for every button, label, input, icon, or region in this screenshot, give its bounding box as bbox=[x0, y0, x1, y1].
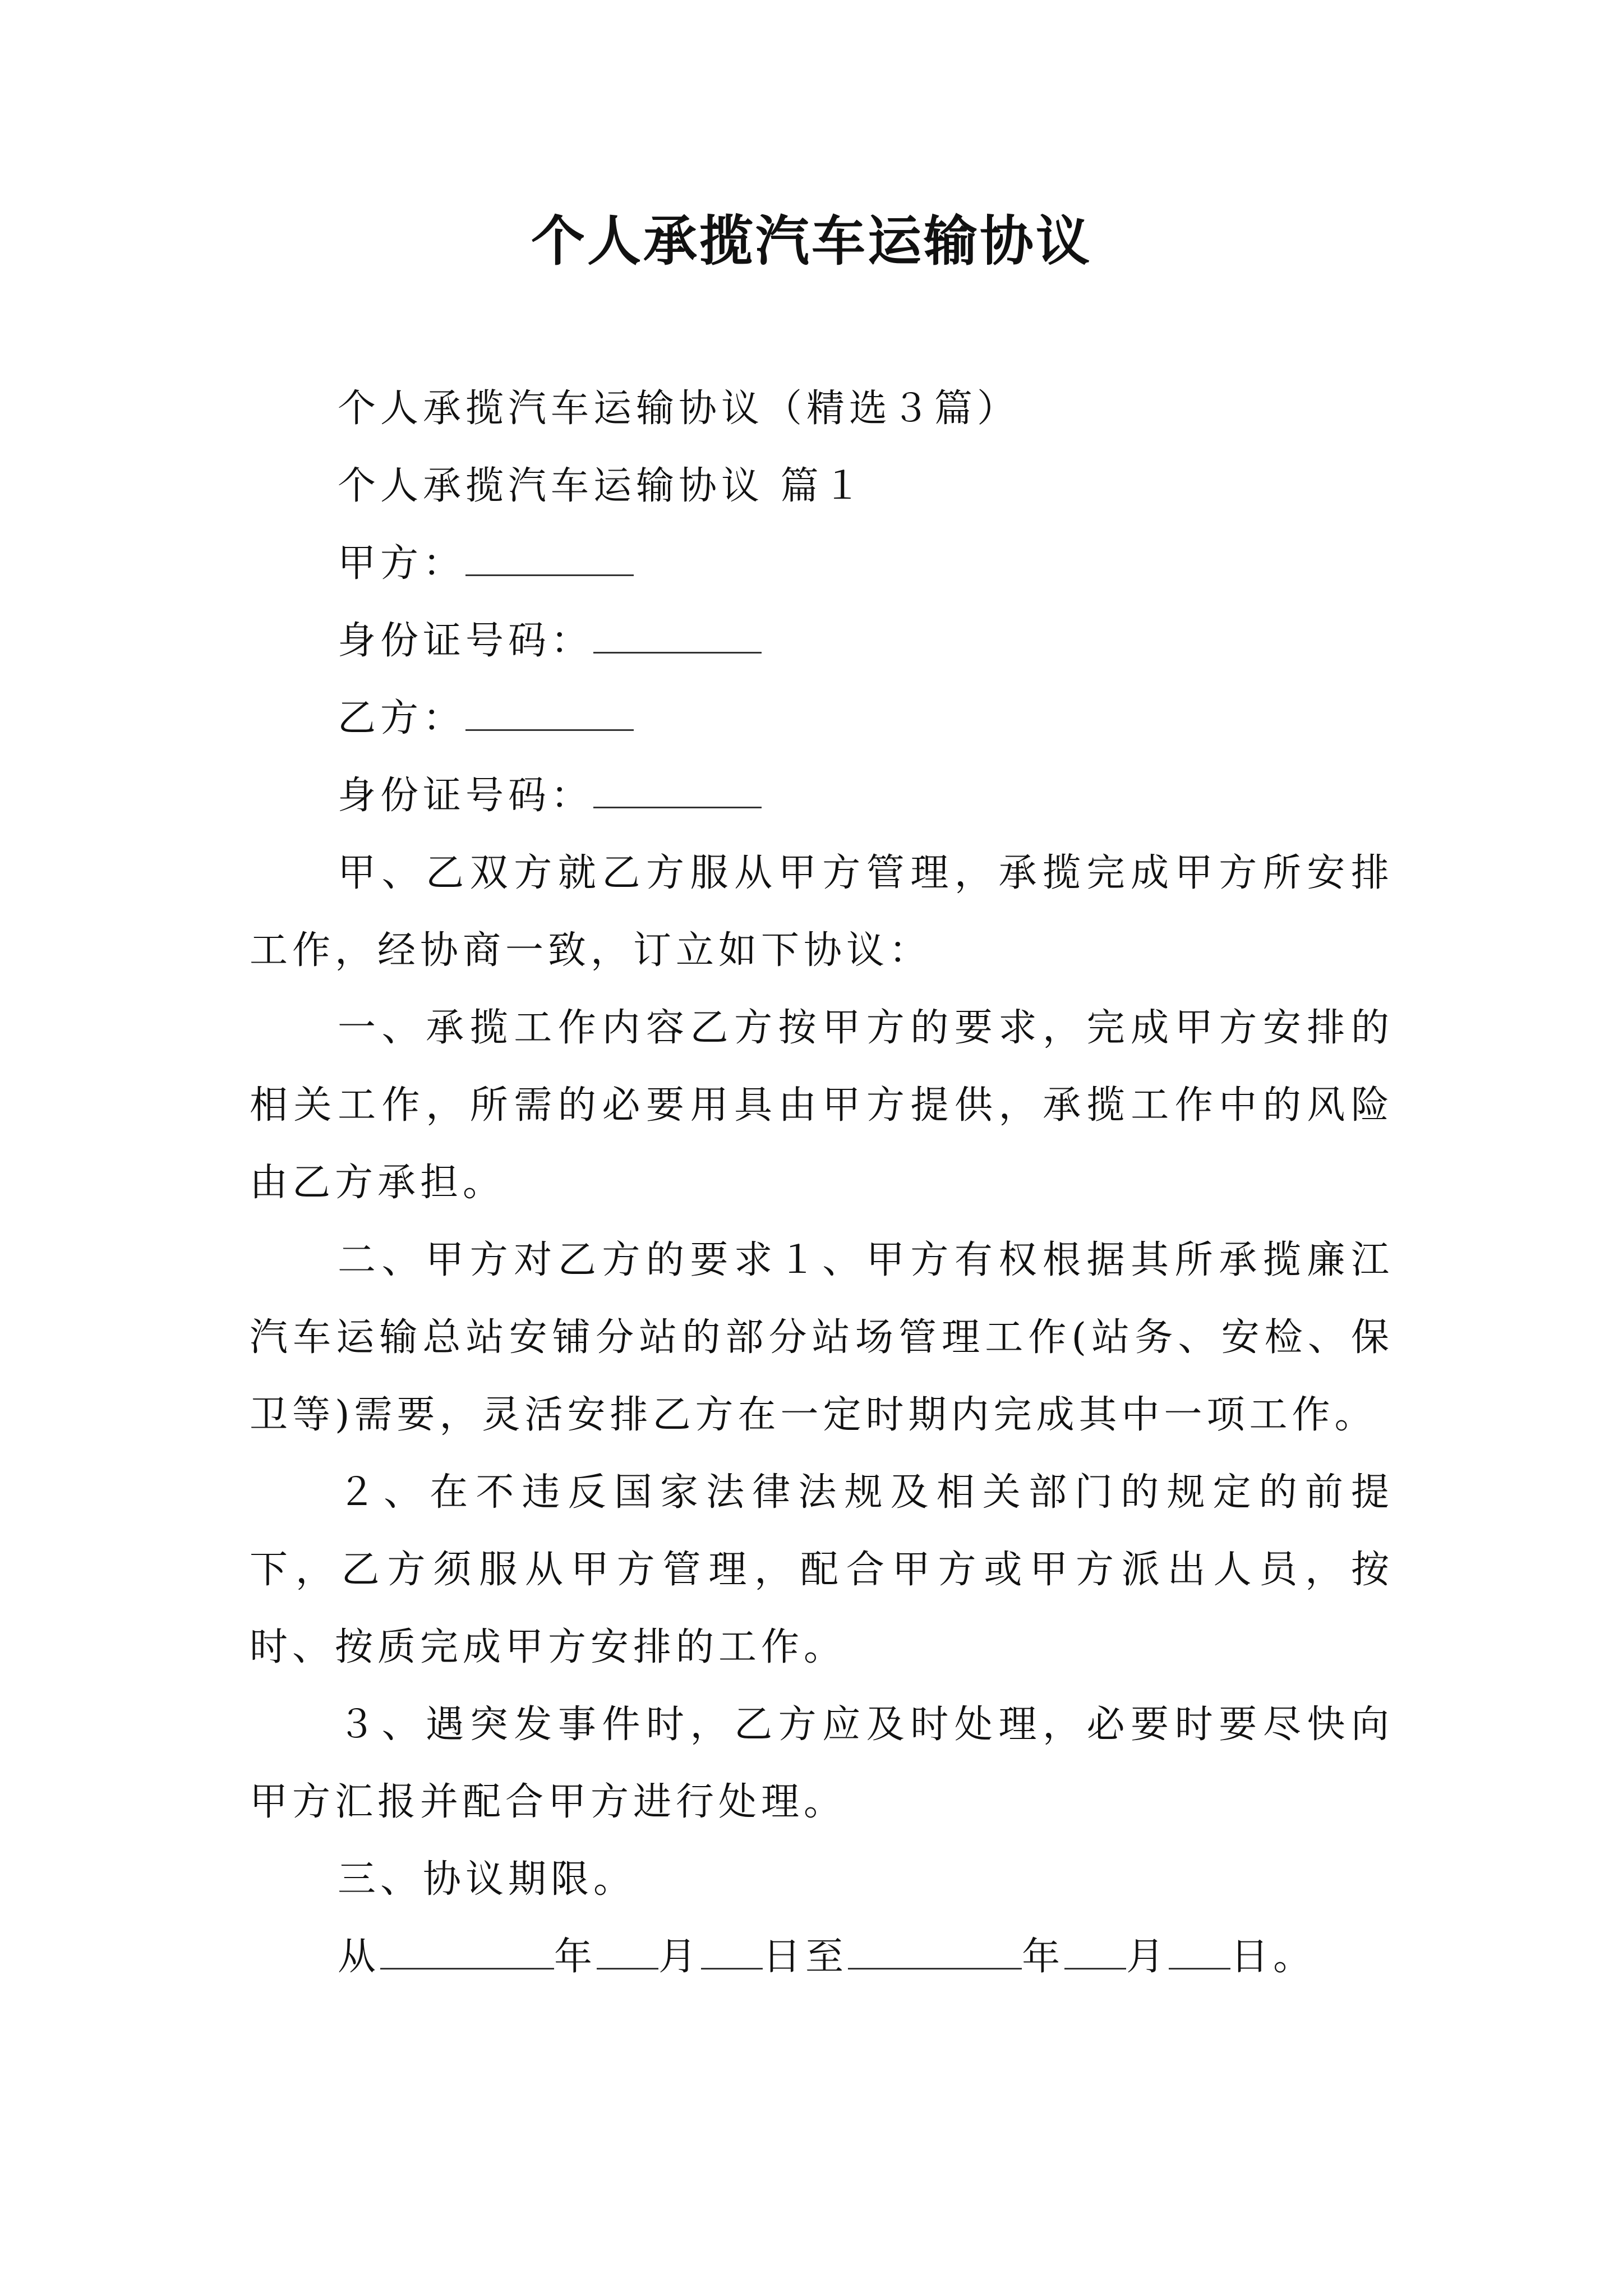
document-body bbox=[250, 370, 1394, 1996]
document-title: 个人承揽汽车运输协议 bbox=[531, 209, 1092, 273]
clause-2-2-paragraph: ２、在不违反国家法律法规及相关部门的规定的前提下，乙方须服从甲方管理，配合甲方或甲方派出人员，按时、按质完成甲方安排的工作。 bbox=[250, 1470, 1394, 1669]
period-month-2: 月 bbox=[1126, 1935, 1169, 1979]
document-subtitle: 个人承揽汽车运输协议（精选３篇） bbox=[338, 386, 1020, 431]
party-b-id-field bbox=[250, 757, 1394, 835]
start-month-blank bbox=[597, 1934, 658, 1970]
start-year-blank bbox=[380, 1934, 554, 1970]
start-day-blank bbox=[701, 1934, 763, 1970]
period-day-end: 日。 bbox=[1230, 1935, 1316, 1979]
clause-3-paragraph: 三、协议期限。 bbox=[338, 1857, 637, 1902]
party-b-id-blank bbox=[593, 773, 762, 808]
end-month-blank bbox=[1064, 1934, 1126, 1970]
clause-2-3-paragraph: ３、遇突发事件时，乙方应及时处理，必要时要尽快向甲方汇报并配合甲方进行处理。 bbox=[250, 1703, 1394, 1824]
period-line bbox=[250, 1918, 1394, 1996]
party-a-id-field bbox=[250, 602, 1394, 680]
party-a-id-blank bbox=[593, 618, 762, 654]
party-b-id-label: 身份证号码： bbox=[338, 774, 594, 818]
party-b-field bbox=[250, 680, 1394, 757]
period-year: 年 bbox=[554, 1935, 597, 1979]
party-a-label: 甲方： bbox=[338, 541, 466, 586]
end-day-blank bbox=[1169, 1934, 1230, 1970]
party-a-blank bbox=[465, 541, 634, 576]
section-heading: 个人承揽汽车运输协议 篇１ bbox=[338, 464, 866, 508]
party-a-field bbox=[250, 525, 1394, 602]
clause-2-paragraph: 二、甲方对乙方的要求１、甲方有权根据其所承揽廉江汽车运输总站安铺分站的部分站场管理工作(站务、安检、保卫等)需要，灵活安排乙方在一定时期内完成其中一项工作。 bbox=[250, 1238, 1394, 1437]
party-b-label: 乙方： bbox=[338, 696, 466, 740]
end-year-blank bbox=[848, 1934, 1022, 1970]
party-b-blank bbox=[465, 696, 634, 731]
period-day-to: 日至 bbox=[763, 1935, 849, 1979]
party-a-id-label: 身份证号码： bbox=[338, 619, 594, 663]
period-year-2: 年 bbox=[1022, 1935, 1065, 1979]
clause-1-paragraph: 一、承揽工作内容乙方按甲方的要求，完成甲方安排的相关工作，所需的必要用具由甲方提供，承揽工作中的风险由乙方承担。 bbox=[250, 1006, 1394, 1205]
period-month: 月 bbox=[658, 1935, 702, 1979]
period-from: 从 bbox=[338, 1935, 381, 1979]
intro-paragraph: 甲、乙双方就乙方服从甲方管理，承揽完成甲方所安排工作，经协商一致，订立如下协议： bbox=[250, 851, 1394, 973]
